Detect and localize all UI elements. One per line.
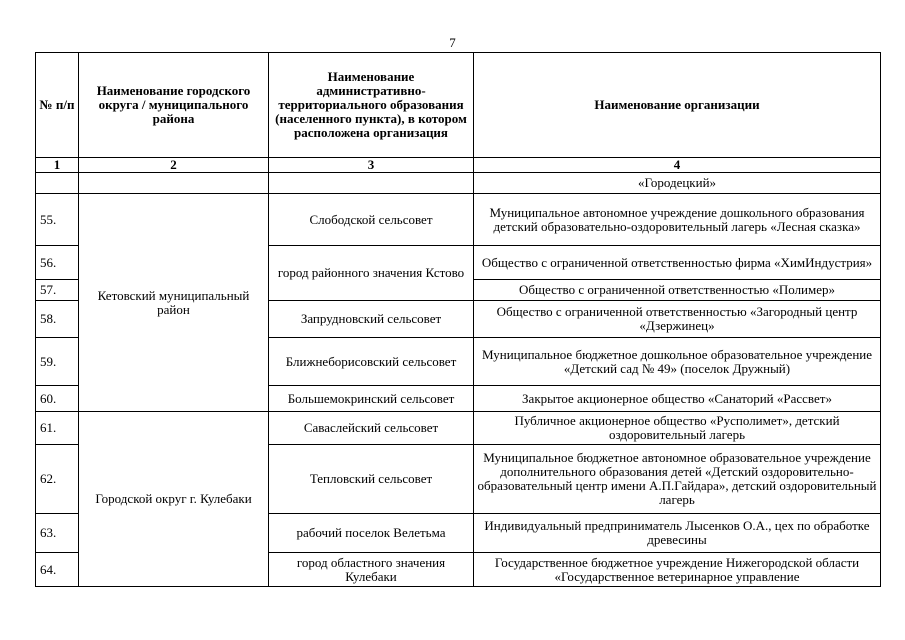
admin-unit-cell: Слободской сельсовет: [269, 194, 474, 246]
table-row: [36, 194, 881, 246]
organization-cell: Муниципальное автономное учреждение дошкольного образования детский образовательно-оздоровительный лагерь «Лесная сказка»: [474, 194, 881, 246]
organization-cell: Муниципальное бюджетное дошкольное образовательное учреждение «Детский сад № 49» (поселок Дружный): [474, 338, 881, 386]
header-row: [36, 53, 881, 158]
district-cell: Кетовский муниципальный район: [79, 194, 269, 412]
row-number: 60.: [36, 386, 79, 412]
organization-cell: Муниципальное бюджетное автономное образовательное учреждение дополнительного образования детей «Детский оздоровительно-образовательный центр имени А.П.Гайдара», детский оздоровительный лагерь: [474, 445, 881, 514]
empty-cell: [269, 173, 474, 194]
organization-cell: Общество с ограниченной ответственностью фирма «ХимИндустрия»: [474, 246, 881, 280]
row-number: 63.: [36, 514, 79, 553]
row-number: 64.: [36, 553, 79, 587]
organization-cell: Государственное бюджетное учреждение Нижегородской области «Государственное ветеринарное управление: [474, 553, 881, 587]
admin-unit-cell: Запрудновский сельсовет: [269, 301, 474, 338]
admin-unit-cell: Большемокринский сельсовет: [269, 386, 474, 412]
column-number: 2: [79, 158, 269, 173]
admin-unit-cell: Саваслейский сельсовет: [269, 412, 474, 445]
table-row: [36, 412, 881, 445]
column-number: 3: [269, 158, 474, 173]
empty-cell: [79, 173, 269, 194]
row-number: 55.: [36, 194, 79, 246]
admin-unit-cell: Ближнеборисовский сельсовет: [269, 338, 474, 386]
row-number: 57.: [36, 280, 79, 301]
organization-cell: Индивидуальный предприниматель Лысенков О.А., цех по обработке древесины: [474, 514, 881, 553]
admin-unit-cell: рабочий поселок Велетьма: [269, 514, 474, 553]
row-number: 62.: [36, 445, 79, 514]
admin-unit-cell: город областного значения Кулебаки: [269, 553, 474, 587]
page-number: 7: [449, 35, 456, 50]
row-number: 56.: [36, 246, 79, 280]
admin-unit-cell: Тепловский сельсовет: [269, 445, 474, 514]
organization-cell: Общество с ограниченной ответственностью «Полимер»: [474, 280, 881, 301]
organizations-table: [35, 52, 881, 587]
continuation-row: [36, 173, 881, 194]
header-admin-unit: Наименование административно-территориального образования (населенного пункта), в котором расположена организация: [269, 53, 474, 158]
organization-cell: Публичное акционерное общество «Русполимет», детский оздоровительный лагерь: [474, 412, 881, 445]
row-number: 58.: [36, 301, 79, 338]
column-number-row: [36, 158, 881, 173]
continuation-cell: «Городецкий»: [474, 173, 881, 194]
admin-unit-cell: город районного значения Кстово: [269, 246, 474, 301]
column-number: 4: [474, 158, 881, 173]
empty-cell: [36, 173, 79, 194]
header-district: Наименование городского округа / муниципального района: [79, 53, 269, 158]
row-number: 59.: [36, 338, 79, 386]
header-organization: Наименование организации: [474, 53, 881, 158]
header-num: № п/п: [36, 53, 79, 158]
row-number: 61.: [36, 412, 79, 445]
column-number: 1: [36, 158, 79, 173]
district-cell: Городской округ г. Кулебаки: [79, 412, 269, 587]
organization-cell: Общество с ограниченной ответственностью «Загородный центр «Дзержинец»: [474, 301, 881, 338]
organization-cell: Закрытое акционерное общество «Санаторий «Рассвет»: [474, 386, 881, 412]
